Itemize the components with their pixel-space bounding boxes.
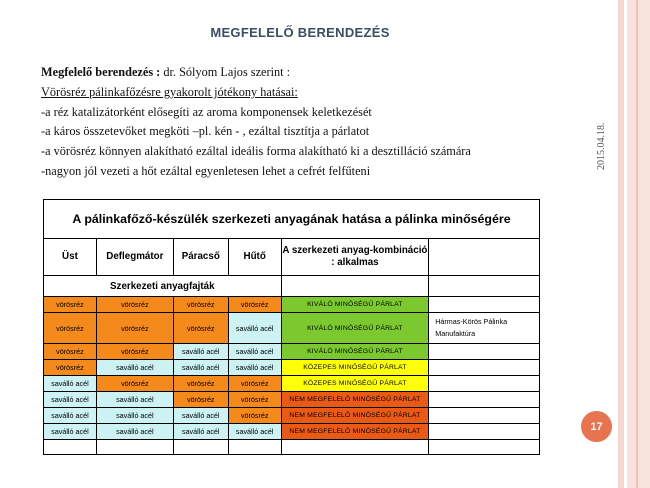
slide-date: 2015.04.18. <box>596 122 607 170</box>
empty-cell <box>429 276 540 297</box>
empty-cell <box>429 360 540 376</box>
quality-cell: NEM MEGFELELŐ MINŐSÉGŰ PÁRLAT <box>281 408 429 424</box>
empty-cell <box>173 440 228 455</box>
material-cell: vörösréz <box>228 376 281 392</box>
quality-cell: KÖZEPES MINŐSÉGŰ PÁRLAT <box>281 360 429 376</box>
empty-cell <box>281 276 429 297</box>
material-cell: saválló acél <box>44 424 97 440</box>
material-cell: saválló acél <box>228 313 281 344</box>
table-row <box>44 424 540 440</box>
material-cell: vörösréz <box>228 408 281 424</box>
quality-cell: KIVÁLÓ MINŐSÉGŰ PÁRLAT <box>281 313 429 344</box>
material-cell: vörösréz <box>44 297 97 313</box>
text-bold: Megfelelő berendezés : <box>41 65 161 79</box>
quality-cell: KÖZEPES MINŐSÉGŰ PÁRLAT <box>281 376 429 392</box>
empty-cell <box>429 424 540 440</box>
material-cell: vörösréz <box>96 376 173 392</box>
quality-table <box>43 199 540 455</box>
table-row <box>44 392 540 408</box>
decor-stripe <box>627 0 650 488</box>
empty-cell <box>228 440 281 455</box>
text-line: -a réz katalizátorként elősegíti az aroma komponensek keletkezését <box>41 104 372 119</box>
table-row <box>44 313 540 344</box>
empty-cell <box>429 440 540 455</box>
empty-cell <box>281 440 429 455</box>
text-line: -nagyon jól vezeti a hőt ezáltal egyenletesen lehet a cefrét felfűteni <box>41 163 371 178</box>
material-cell: vörösréz <box>173 376 228 392</box>
empty-cell <box>429 392 540 408</box>
material-cell: saválló acél <box>96 424 173 440</box>
table-row <box>44 297 540 313</box>
slide-title: MEGFELELŐ BERENDEZÉS <box>210 25 390 40</box>
material-cell: saválló acél <box>173 424 228 440</box>
decor-stripe <box>636 0 638 488</box>
text-line: -a káros összetevőket megköti –pl. kén - , ezáltal tisztítja a párlatot <box>41 124 370 139</box>
material-cell: vörösréz <box>44 313 97 344</box>
empty-cell <box>429 344 540 360</box>
decor-stripe <box>618 0 624 488</box>
body-text <box>41 63 471 182</box>
material-cell: vörösréz <box>173 297 228 313</box>
table-row <box>44 344 540 360</box>
text-rest: dr. Sólyom Lajos szerint : <box>160 65 291 79</box>
quality-cell: KIVÁLÓ MINŐSÉGŰ PÁRLAT <box>281 344 429 360</box>
table-row <box>44 360 540 376</box>
page-number-badge: 17 <box>581 411 612 442</box>
text-line <box>41 63 471 83</box>
column-header: Deflegmátor <box>96 239 173 276</box>
table-row <box>44 408 540 424</box>
empty-cell <box>429 239 540 276</box>
column-header: Hűtő <box>228 239 281 276</box>
material-cell: vörösréz <box>44 344 97 360</box>
material-cell: saválló acél <box>44 376 97 392</box>
manufacturer-name: Hármas-Körös Pálinka Manufaktúra <box>429 313 540 344</box>
table-title: A pálinkafőző-készülék szerkezeti anyagának hatása a pálinka minőségére <box>44 200 540 239</box>
text-line-underlined: Vörösréz pálinkafőzésre gyakorolt jótékony hatásai: <box>41 84 298 99</box>
material-cell: vörösréz <box>96 344 173 360</box>
quality-cell: KIVÁLÓ MINŐSÉGŰ PÁRLAT <box>281 297 429 313</box>
material-cell: vörösréz <box>96 313 173 344</box>
material-cell: saválló acél <box>96 392 173 408</box>
quality-cell: NEM MEGFELELŐ MINŐSÉGŰ PÁRLAT <box>281 424 429 440</box>
quality-cell: NEM MEGFELELŐ MINŐSÉGŰ PÁRLAT <box>281 392 429 408</box>
empty-cell <box>429 297 540 313</box>
empty-cell <box>44 440 97 455</box>
material-cell: saválló acél <box>44 408 97 424</box>
material-cell: saválló acél <box>228 344 281 360</box>
material-cell: vörösréz <box>96 297 173 313</box>
material-cell: saválló acél <box>173 360 228 376</box>
material-cell: saválló acél <box>44 392 97 408</box>
table-row-empty <box>44 440 540 455</box>
material-cell: saválló acél <box>228 360 281 376</box>
material-cell: vörösréz <box>228 297 281 313</box>
material-cell: vörösréz <box>228 392 281 408</box>
material-cell: saválló acél <box>173 344 228 360</box>
table-row <box>44 376 540 392</box>
material-cell: vörösréz <box>173 313 228 344</box>
empty-cell <box>429 408 540 424</box>
subheader: Szerkezeti anyagfajták <box>44 276 282 297</box>
column-header: A szerkezeti anyag-kombináció : alkalmas <box>281 239 429 276</box>
material-cell: vörösréz <box>44 360 97 376</box>
column-header: Üst <box>44 239 97 276</box>
text-line: -a vörösréz könnyen alakítható ezáltal ideális forma alakítható ki a desztilláció számára <box>41 144 471 159</box>
empty-cell <box>96 440 173 455</box>
material-cell: saválló acél <box>228 424 281 440</box>
empty-cell <box>429 376 540 392</box>
column-header: Páracső <box>173 239 228 276</box>
material-cell: saválló acél <box>96 360 173 376</box>
material-cell: saválló acél <box>173 408 228 424</box>
material-cell: saválló acél <box>96 408 173 424</box>
material-cell: vörösréz <box>173 392 228 408</box>
